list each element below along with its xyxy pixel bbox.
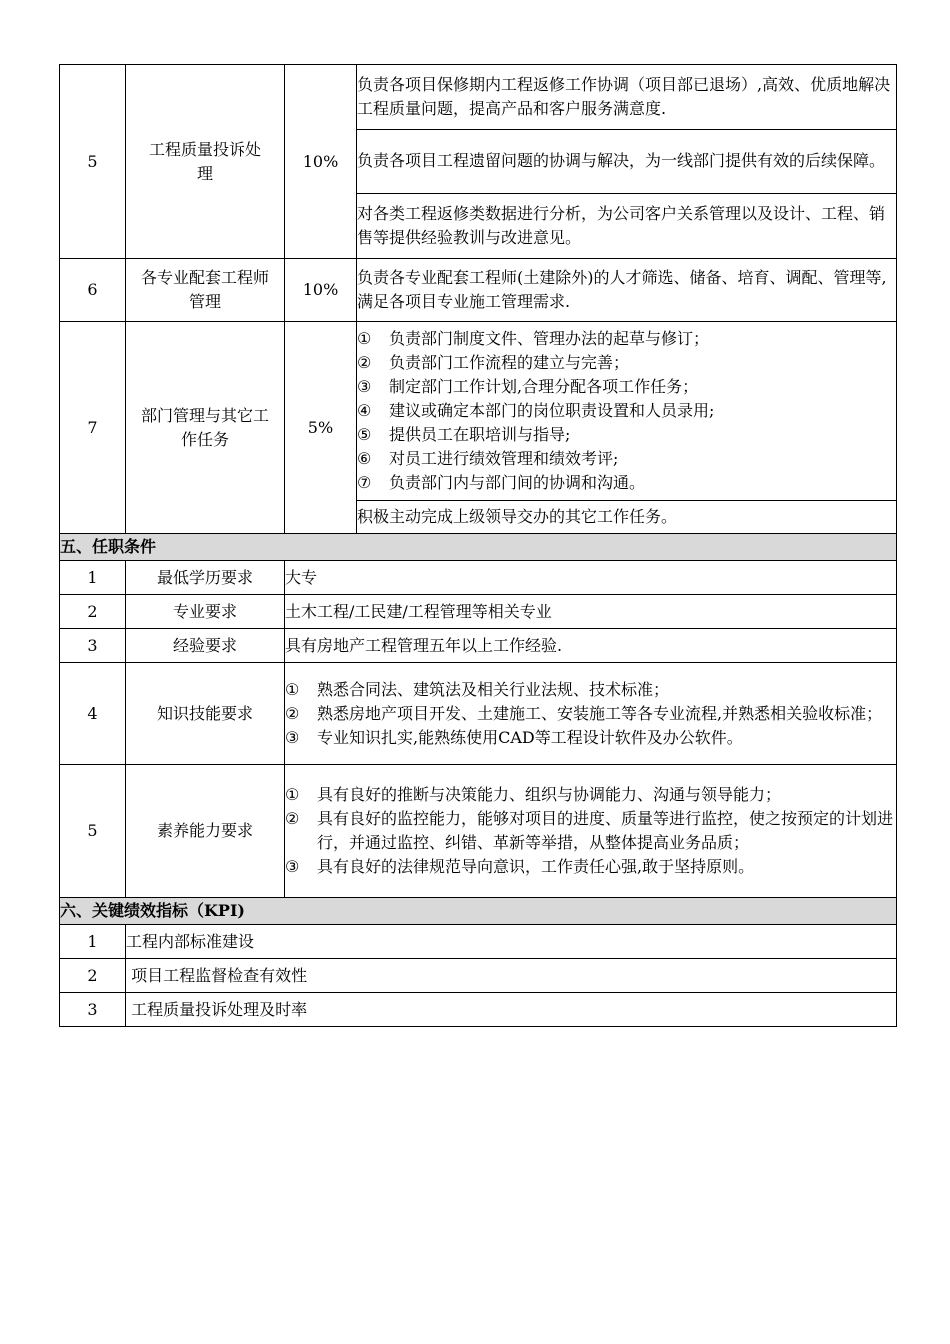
kpi-row	[60, 925, 897, 959]
list-text: 负责部门内与部门间的协调和沟通。	[389, 473, 646, 492]
qualification-value: 土木工程/工民建/工程管理等相关专业	[285, 595, 897, 629]
qualification-row	[60, 765, 897, 898]
list-text: 熟悉合同法、建筑法及相关行业法规、技术标准；	[317, 679, 670, 699]
list-marker: ③	[285, 857, 300, 876]
list-text: 制定部门工作计划,合理分配各项工作任务；	[389, 377, 699, 396]
duty-name: 工程质量投诉处理	[126, 65, 285, 259]
list-item	[357, 399, 896, 423]
qualification-label: 经验要求	[126, 629, 285, 663]
list-item	[285, 807, 896, 855]
list-text: 专业知识扎实,能熟练使用CAD等工程设计软件及办公软件。	[317, 727, 743, 747]
duty-weight: 10%	[285, 65, 357, 259]
duty-item: 负责各专业配套工程师(土建除外)的人才筛选、储备、培育、调配、管理等,满足各项目专业施工管理需求.	[357, 259, 897, 322]
list-marker: ②	[357, 353, 372, 372]
list-text: 建议或确定本部门的岗位职责设置和人员录用;	[389, 401, 715, 420]
qualification-label: 素养能力要求	[126, 765, 285, 898]
qualification-row	[60, 561, 897, 595]
list-text: 熟悉房地产项目开发、土建施工、安装施工等各专业流程,并熟悉相关验收标准；	[317, 703, 883, 723]
row-number: 2	[60, 959, 126, 993]
list-text: 具有良好的推断与决策能力、组织与协调能力、沟通与领导能力；	[317, 785, 782, 804]
duty-name: 部门管理与其它工作任务	[126, 322, 285, 534]
section-title: 五、任职条件	[60, 534, 897, 561]
qualification-value: 大专	[285, 561, 897, 595]
duty-number: 5	[60, 65, 126, 259]
duty-item-list	[357, 322, 897, 501]
kpi-row	[60, 959, 897, 993]
duty-weight: 10%	[285, 259, 357, 322]
duty-item: 对各类工程返修类数据进行分析，为公司客户关系管理以及设计、工程、销售等提供经验教训与改进意见。	[357, 194, 897, 259]
list-item	[285, 702, 896, 726]
kpi-text: 工程质量投诉处理及时率	[126, 993, 897, 1027]
list-marker: ①	[285, 679, 300, 699]
list-marker: ②	[285, 809, 300, 828]
section-header-row	[60, 898, 897, 925]
list-marker: ⑦	[357, 473, 372, 492]
list-marker: ⑤	[357, 425, 372, 444]
list-marker: ⑥	[357, 449, 372, 468]
duty-number: 7	[60, 322, 126, 534]
qualification-label: 知识技能要求	[126, 663, 285, 765]
list-item	[285, 678, 896, 702]
qualification-row	[60, 629, 897, 663]
row-number: 2	[60, 595, 126, 629]
qualification-label: 最低学历要求	[126, 561, 285, 595]
list-marker: ①	[357, 329, 372, 348]
duty-row	[60, 65, 897, 130]
duty-item: 积极主动完成上级领导交办的其它工作任务。	[357, 501, 897, 534]
qualification-list	[285, 663, 897, 765]
duty-row	[60, 322, 897, 501]
section-title: 六、关键绩效指标（KPI)	[60, 898, 897, 925]
list-marker: ③	[357, 377, 372, 396]
list-item	[357, 375, 896, 399]
duty-row	[60, 259, 897, 322]
row-number: 3	[60, 629, 126, 663]
list-marker: ②	[285, 703, 300, 723]
kpi-text: 工程内部标准建设	[126, 925, 897, 959]
list-item	[285, 783, 896, 807]
list-item	[357, 327, 896, 351]
duty-name: 各专业配套工程师管理	[126, 259, 285, 322]
list-marker: ④	[357, 401, 372, 420]
list-marker: ③	[285, 727, 300, 747]
list-marker: ①	[285, 785, 300, 804]
list-item	[357, 423, 896, 447]
list-text: 负责部门制度文件、管理办法的起草与修订；	[389, 329, 710, 348]
section-header-row	[60, 534, 897, 561]
qualification-label: 专业要求	[126, 595, 285, 629]
duty-item: 负责各项目工程遗留问题的协调与解决，为一线部门提供有效的后续保障。	[357, 129, 897, 194]
qualification-value: 具有房地产工程管理五年以上工作经验.	[285, 629, 897, 663]
duty-item: 负责各项目保修期内工程返修工作协调（项目部已退场）,高效、优质地解决工程质量问题，提高产品和客户服务满意度.	[357, 65, 897, 130]
kpi-row	[60, 993, 897, 1027]
list-item	[357, 471, 896, 495]
row-number: 3	[60, 993, 126, 1027]
qualification-list	[285, 765, 897, 898]
row-number: 4	[60, 663, 126, 765]
kpi-text: 项目工程监督检查有效性	[126, 959, 897, 993]
list-item	[357, 351, 896, 375]
list-item	[285, 855, 896, 879]
row-number: 5	[60, 765, 126, 898]
qualification-row	[60, 595, 897, 629]
list-text: 提供员工在职培训与指导;	[389, 425, 571, 444]
list-item	[357, 447, 896, 471]
row-number: 1	[60, 925, 126, 959]
duty-number: 6	[60, 259, 126, 322]
row-number: 1	[60, 561, 126, 595]
list-item	[285, 726, 896, 750]
duty-weight: 5%	[285, 322, 357, 534]
list-text: 具有良好的监控能力，能够对项目的进度、质量等进行监控，使之按预定的计划进行，并通过监控、纠错、革新等举措，从整体提高业务品质；	[317, 809, 894, 852]
job-description-table	[59, 64, 897, 1027]
qualification-row	[60, 663, 897, 765]
list-text: 具有良好的法律规范导向意识，工作责任心强,敢于坚持原则。	[317, 857, 755, 876]
list-text: 对员工进行绩效管理和绩效考评;	[389, 449, 619, 468]
list-text: 负责部门工作流程的建立与完善；	[389, 353, 630, 372]
